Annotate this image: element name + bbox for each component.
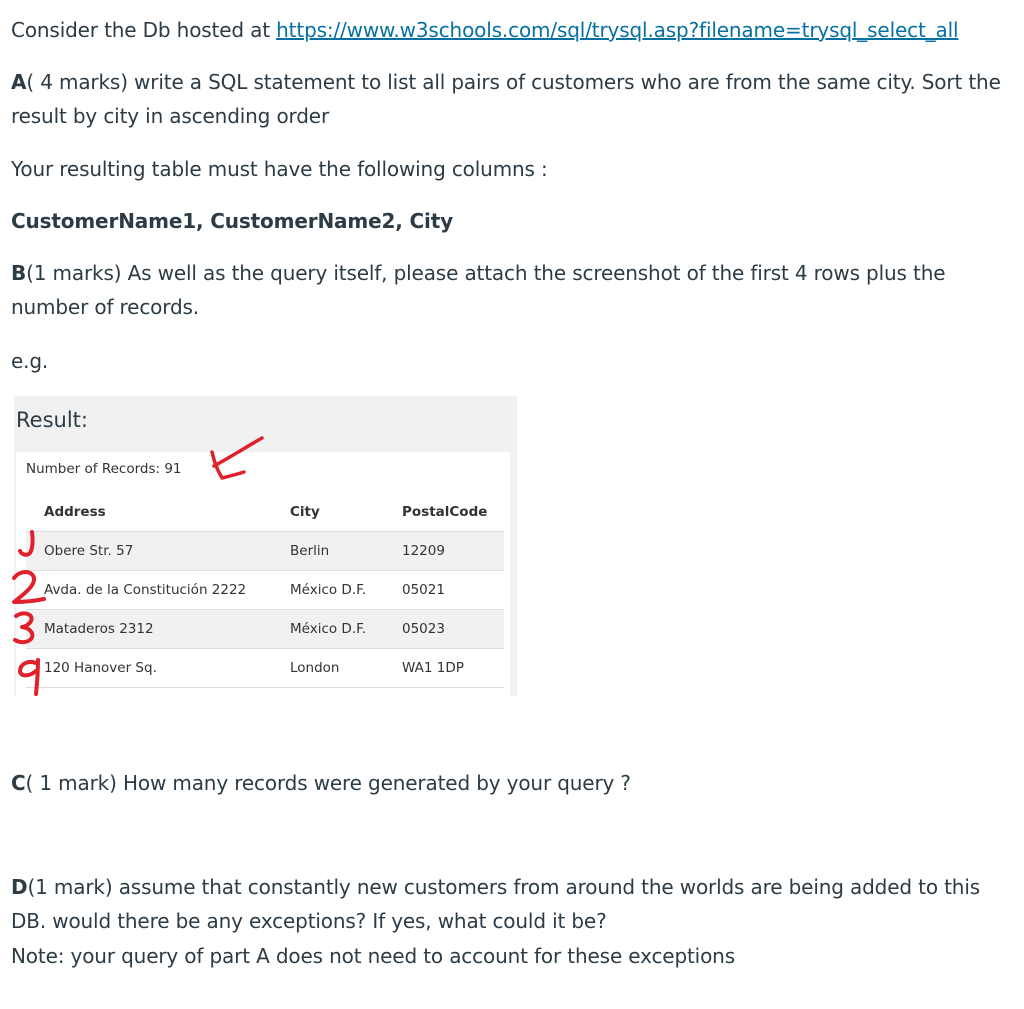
part-a-text: ( 4 marks) write a SQL statement to list all pairs of customers who are from the same city. Sort the result by city in ascending order bbox=[11, 70, 1001, 128]
row-number-3-annotation bbox=[15, 614, 32, 643]
part-b-label: B bbox=[11, 261, 27, 285]
part-d-note: Note: your query of part A does not need to account for these exceptions bbox=[11, 944, 735, 968]
part-c-text: ( 1 mark) How many records were generated by your query ? bbox=[25, 771, 631, 795]
intro-prefix: Consider the Db hosted at bbox=[11, 18, 277, 42]
cell-address: 120 Hanover Sq. bbox=[26, 649, 272, 688]
cell-postalcode: 12209 bbox=[384, 532, 504, 571]
cell-city: México D.F. bbox=[272, 610, 384, 649]
db-link[interactable]: https://www.w3schools.com/sql/trysql.asp?filename=trysql_select_all bbox=[276, 18, 959, 42]
header-postalcode: PostalCode bbox=[384, 493, 504, 532]
cell-address: Obere Str. 57 bbox=[26, 532, 272, 571]
checkmark-arrow-annotation bbox=[212, 438, 262, 478]
part-c-paragraph bbox=[11, 766, 1018, 800]
part-b-text: (1 marks) As well as the query itself, please attach the screenshot of the first 4 rows plus the number of records. bbox=[11, 261, 946, 319]
part-d-text: (1 mark) assume that constantly new customers from around the worlds are being added to this DB. would there be any exceptions? If yes, what could it be? bbox=[11, 875, 981, 933]
part-a-label: A bbox=[11, 70, 27, 94]
cell-city: London bbox=[272, 649, 384, 688]
part-c-label: C bbox=[11, 771, 26, 795]
result-title: Result: bbox=[16, 408, 88, 432]
records-count: Number of Records: 91 bbox=[26, 461, 182, 477]
example-label: e.g. bbox=[11, 349, 49, 373]
row-number-2-annotation bbox=[14, 572, 44, 602]
row-number-1-annotation bbox=[20, 532, 33, 555]
cell-postalcode: 05023 bbox=[384, 610, 504, 649]
header-city: City bbox=[272, 493, 384, 532]
cell-postalcode: 05021 bbox=[384, 571, 504, 610]
cell-city: Berlin bbox=[272, 532, 384, 571]
cell-postalcode: WA1 1DP bbox=[384, 649, 504, 688]
row-number-4-annotation bbox=[20, 660, 38, 694]
part-d-paragraph bbox=[11, 870, 1018, 938]
cell-address: Mataderos 2312 bbox=[26, 610, 272, 649]
cell-city: México D.F. bbox=[272, 571, 384, 610]
header-address: Address bbox=[26, 493, 272, 532]
columns-intro: Your resulting table must have the following columns : bbox=[11, 157, 548, 181]
part-d-label: D bbox=[11, 875, 28, 899]
cell-address: Avda. de la Constitución 2222 bbox=[26, 571, 272, 610]
columns-required: CustomerName1, CustomerName2, City bbox=[11, 209, 454, 233]
